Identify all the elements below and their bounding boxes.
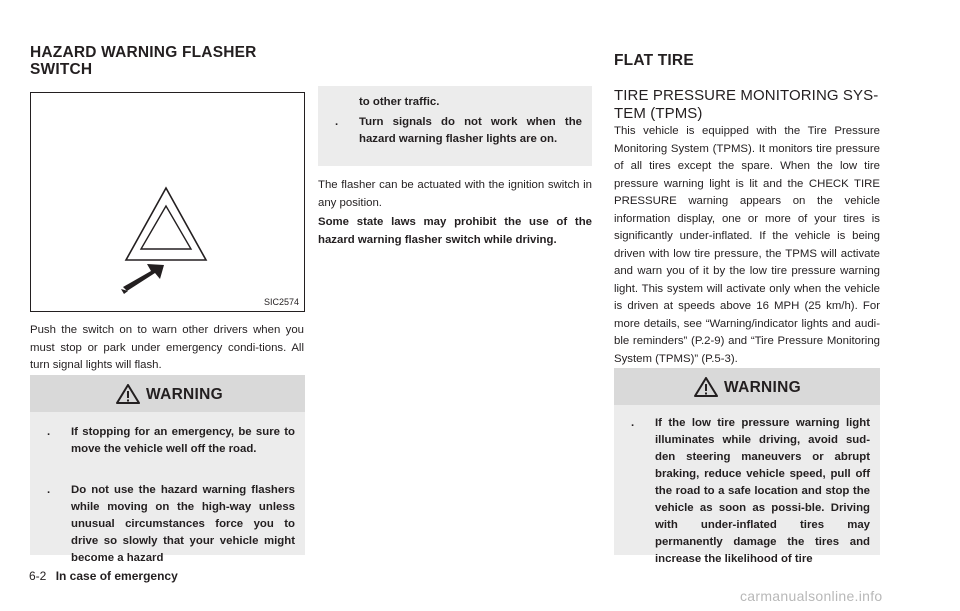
warning-body-right [614, 405, 880, 565]
subheading-line2: TEM (TPMS) [614, 105, 703, 122]
warning-title: WARNING [724, 379, 802, 396]
chapter-name: In case of emergency [55, 569, 178, 583]
bullet: . [47, 484, 51, 496]
section-title-line1: HAZARD WARNING FLASHER [30, 44, 257, 61]
state-laws-paragraph: Some state laws may prohibit the use of the hazard warning flasher switch while driving. [318, 216, 592, 246]
press-arrow-icon [31, 93, 304, 311]
warning-item [631, 415, 870, 565]
warning-continued-text: to other traffic. [359, 96, 440, 108]
warning-item-text: If stopping for an emergency, be sure to move the vehicle well off the road. [71, 426, 295, 455]
warning-body-left [30, 412, 305, 564]
bullet: . [631, 417, 635, 429]
flasher-paragraph: The flasher can be actuated with the ignition switch in any position. [318, 179, 592, 209]
hazard-switch-figure [30, 92, 305, 312]
warning-item [47, 482, 295, 564]
warning-body-continued [318, 86, 592, 166]
section-title-flat-tire: FLAT TIRE [614, 52, 694, 69]
hazard-paragraph: Push the switch on to warn other drivers when you must stop or park under emergency condi-tions. All turn signal lights will flash. [30, 324, 304, 371]
warning-icon [116, 384, 140, 404]
warning-item-text: If the low tire pressure warning light illuminates while driving, avoid sud-den steering maneuvers or abrupt braking, reduce vehicle speed, pull off the road to a safe location and stop the vehicle as soon as possi-ble. Driving with under-inflated tires may permanently damage the tires and increase the likelihood of tire [655, 417, 870, 565]
watermark: carmanualsonline.info [740, 588, 883, 604]
bullet: . [335, 116, 339, 128]
warning-item-text: Turn signals do not work when the hazard warning flasher lights are on. [359, 116, 582, 145]
tpms-subheading [614, 87, 878, 123]
subheading-line1: TIRE PRESSURE MONITORING SYS- [614, 87, 879, 104]
page-footer [29, 569, 178, 583]
page-number: 6-2 [29, 569, 47, 583]
bullet: . [47, 426, 51, 438]
warning-icon [694, 377, 718, 397]
warning-item-text: Do not use the hazard warning flashers while moving on the high-way unless unusual circumstances force you to drive so slowly that your vehicle might become a hazard [71, 484, 295, 564]
section-title-hazard [30, 44, 257, 78]
section-title-line2: SWITCH [30, 61, 93, 78]
warning-item [335, 114, 582, 166]
warning-item [47, 424, 295, 476]
figure-code: SIC2574 [263, 297, 299, 307]
tpms-paragraph: This vehicle is equipped with the Tire Pressure Monitoring System (TPMS). It monitors tire pressure of all tires except the spare. When the low tire pressure warning light is lit and the CHECK TIRE PRESSURE warning appears on the vehicle information display, one or more of your tires is significantly under-inflated. If the vehicle is being driven with low tire pressure, the TPMS will activate and warn you of it by the low tire pressure warning light. This system will activate only when the vehicle is driven at speeds above 16 MPH (25 km/h). For more details, see “Warning/indicator lights and audi-ble reminders” (P.2-9) and “Tire Pressure Monitoring System (TPMS)” (P.5-3). [614, 125, 880, 365]
warning-title: WARNING [146, 386, 224, 403]
warning-header-left [30, 375, 305, 412]
warning-header-right [614, 368, 880, 405]
